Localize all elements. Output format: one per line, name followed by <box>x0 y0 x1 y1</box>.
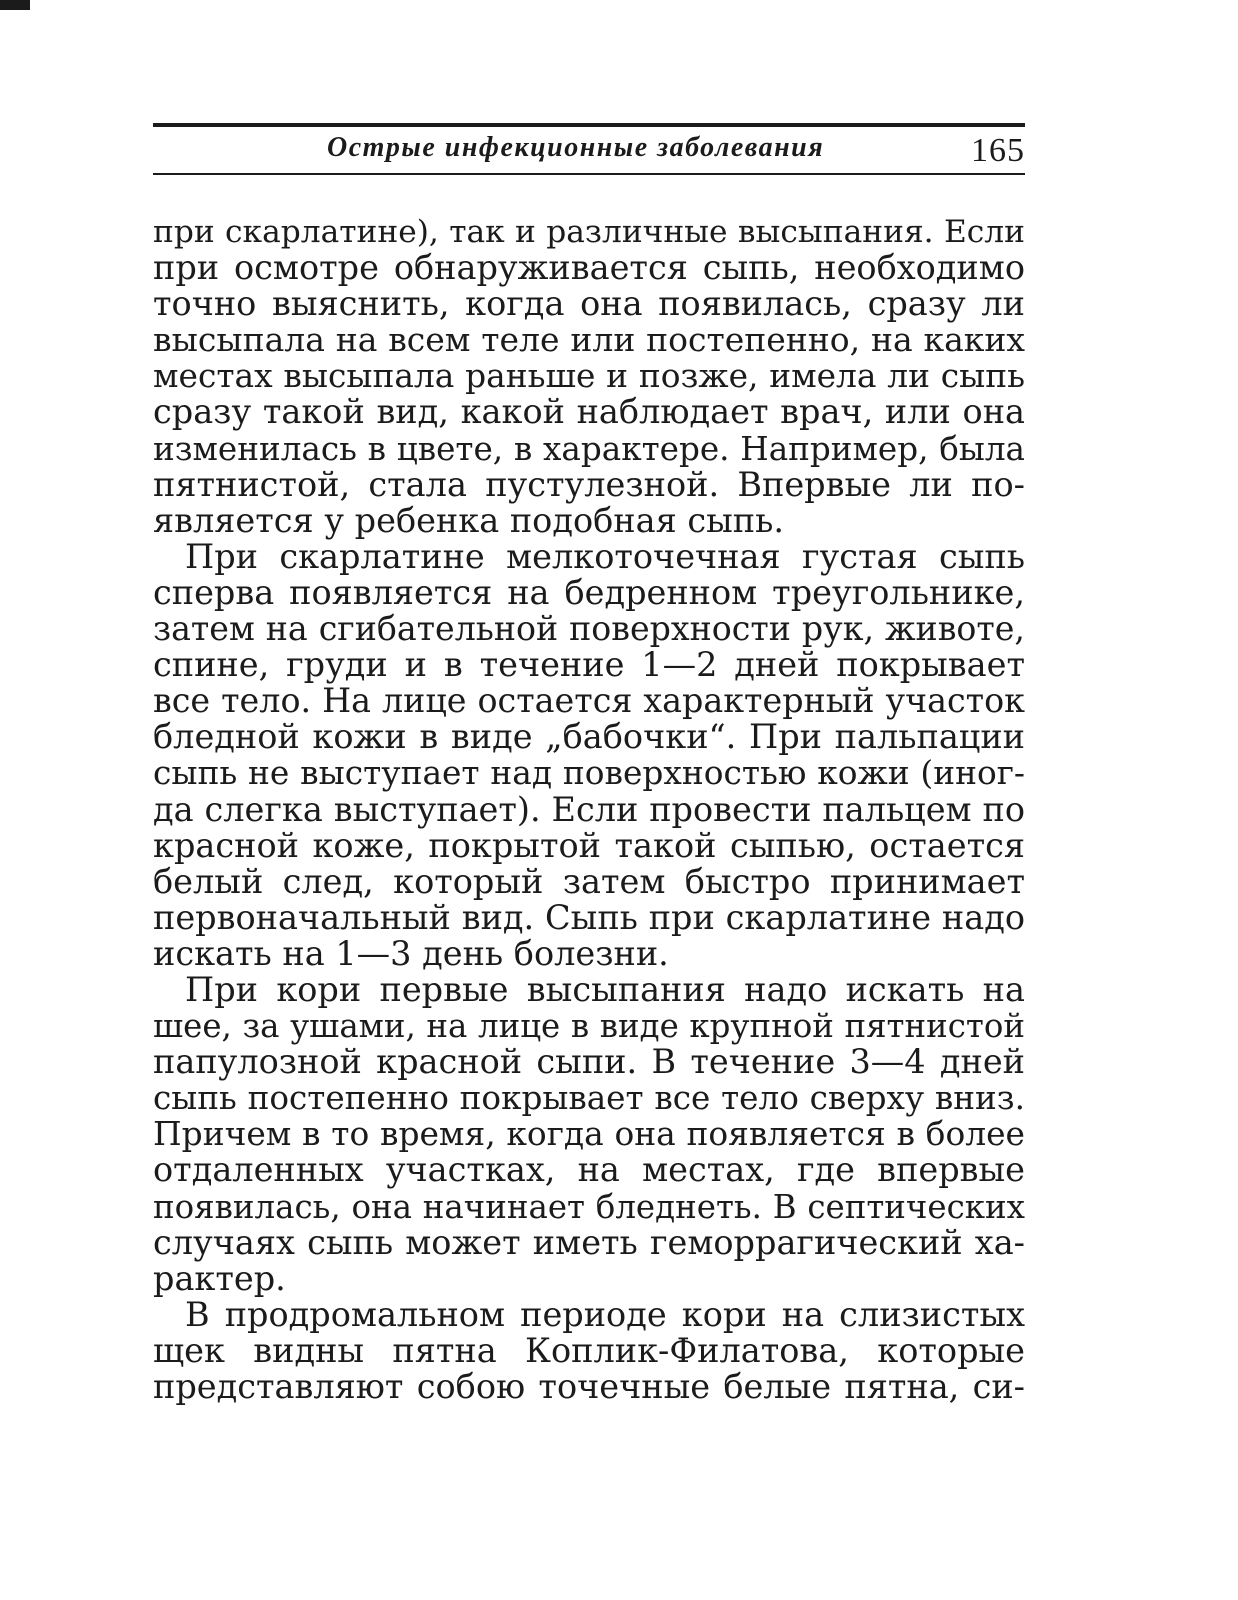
page-number: 165 <box>971 132 1025 169</box>
running-head: Острые инфекционные заболевания <box>327 132 825 163</box>
text-line: белый след, который затем быстро принимает <box>153 861 1025 901</box>
text-line: При скарлатине мелкоточечная густая сыпь <box>185 536 1025 576</box>
text-line: является у ребенка подобная сыпь. <box>153 500 785 540</box>
paragraph-3 <box>153 969 1025 1298</box>
text-line: Причем в то время, когда она появляется в более <box>153 1114 1025 1154</box>
text-line: красной коже, покрытой такой сыпью, остается <box>153 825 1025 865</box>
text-line: первоначальный вид. Сыпь при скарлатине надо <box>153 897 1025 937</box>
text-line: отдаленных участках, на местах, где впервые <box>153 1150 1025 1190</box>
text-line: щек видны пятна Коплик-Филатова, которые <box>153 1330 1025 1370</box>
text-line: спине, груди и в течение 1—2 дней покрывает <box>153 645 1025 685</box>
text-line: представляют собою точечные белые пятна, си- <box>153 1367 1025 1406</box>
paragraph-1 <box>153 214 1025 539</box>
paragraph-4 <box>153 1294 1025 1406</box>
text-line: появилась, она начинает бледнеть. В септических <box>153 1187 1025 1226</box>
text-line: высыпала на всем теле или постепенно, на каких <box>153 320 1025 360</box>
text-line: При кори первые высыпания надо искать на <box>185 969 1025 1009</box>
text-line: сыпь не выступает над поверхностью кожи (иног- <box>153 754 1025 793</box>
text-line: шее, за ушами, на лице в виде крупной пятнистой <box>153 1007 1025 1046</box>
text-line: искать на 1—3 день болезни. <box>153 933 669 973</box>
text-line: все тело. На лице остается характерный участок <box>153 681 1025 721</box>
scan-edge-mark <box>0 0 30 10</box>
text-line: сперва появляется на бедренном треугольнике, <box>153 572 1025 612</box>
text-line: бледной кожи в виде „бабочки“. При пальпации <box>153 717 1025 757</box>
text-line: В продромальном периоде кори на слизистых <box>185 1294 1025 1334</box>
text-line: точно выяснить, когда она появилась, сразу ли <box>153 284 1025 324</box>
text-line: да слегка выступает). Если провести пальцем по <box>153 789 1025 829</box>
text-line: местах высыпала раньше и позже, имела ли сыпь <box>153 357 1025 396</box>
page-header <box>153 123 1025 175</box>
text-line: пятнистой, стала пустулезной. Впервые ли по- <box>153 464 1025 504</box>
text-line: затем на сгибательной поверхности рук, животе, <box>153 609 1025 649</box>
text-line: случаях сыпь может иметь геморрагический ха- <box>153 1222 1025 1262</box>
text-line: изменилась в цвете, в характере. Например, была <box>153 429 1025 468</box>
text-line: рактер. <box>153 1258 286 1298</box>
text-line: при осмотре обнаруживается сыпь, необходимо <box>153 248 1025 288</box>
text-line: папулозной красной сыпи. В течение 3—4 дней <box>153 1042 1025 1082</box>
text-line: сыпь постепенно покрывает все тело сверху вниз. <box>153 1079 1025 1118</box>
body-text <box>153 214 1025 1405</box>
paragraph-2 <box>153 536 1025 973</box>
text-line: при скарлатине), так и различные высыпания. Если <box>153 214 1025 250</box>
text-line: сразу такой вид, какой наблюдает врач, или она <box>153 392 1025 432</box>
